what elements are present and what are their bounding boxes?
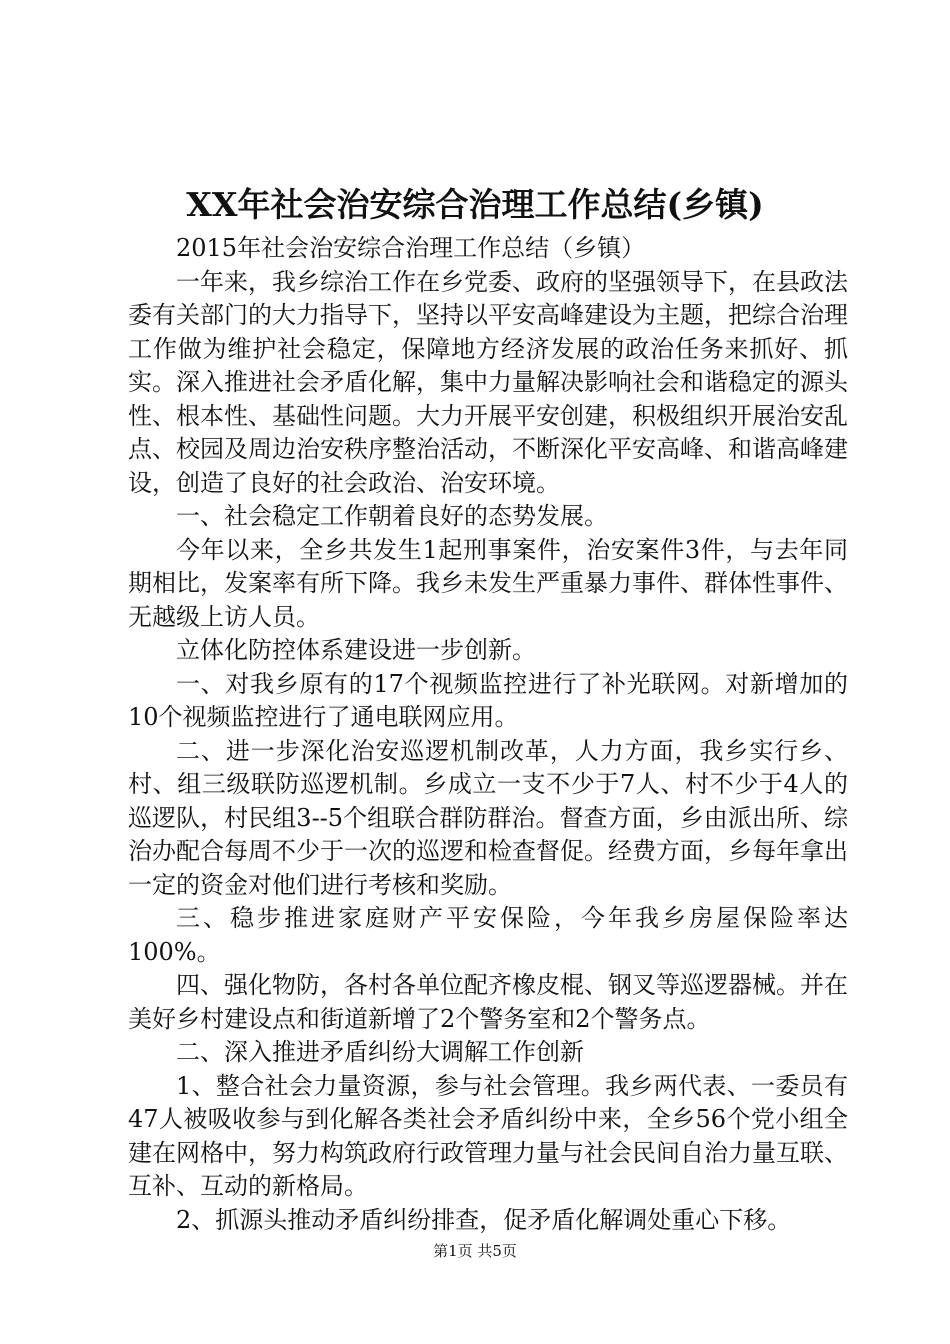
paragraph: 2、抓源头推动矛盾纠纷排查，促矛盾化解调处重心下移。 xyxy=(176,1205,792,1234)
paragraph: 一年来，我乡综治工作在乡党委、政府的坚强领导下，在县政法委有关部门的大力指导下，坚持以平安高峰建设为主题，把综合治理工作做为维护社会稳定，保障地方经济发展的政治任务来抓好、抓实。深入推进社会矛盾化解，集中力量解决影响社会和谐稳定的源头性、根本性、基础性问题。大力开展平安创建，积极组织开展治安乱点、校园及周边治安秩序整治活动，不断深化平安高峰、和谐高峰建设，创造了良好的社会政治、治安环境。 xyxy=(128,267,848,497)
page-footer: 第1页 共5页 xyxy=(433,1242,517,1260)
section-heading: 二、深入推进矛盾纠纷大调解工作创新 xyxy=(176,1038,584,1066)
section-heading: 一、社会稳定工作朝着良好的态势发展。 xyxy=(176,502,608,530)
paragraph: 今年以来，全乡共发生1起刑事案件，治安案件3件，与去年同期相比，发案率有所下降。我乡未发生严重暴力事件、群体性事件、无越级上访人员。 xyxy=(128,535,848,631)
document-body xyxy=(128,232,848,1237)
paragraph: 四、强化物防，各村各单位配齐橡皮棍、钢叉等巡逻器械。并在美好乡村建设点和街道新增了2个警务室和2个警务点。 xyxy=(128,971,848,1033)
paragraph: 二、进一步深化治安巡逻机制改革，人力方面，我乡实行乡、村、组三级联防巡逻机制。乡成立一支不少于7人、村不少于4人的巡逻队，村民组3--5个组联合群防群治。督查方面，乡由派出所、综治办配合每周不少于一次的巡逻和检查督促。经费方面，乡每年拿出一定的资金对他们进行考核和奖励。 xyxy=(128,736,848,899)
paragraph: 三、稳步推进家庭财产平安保险，今年我乡房屋保险率达100%。 xyxy=(128,904,848,966)
paragraph: 1、整合社会力量资源，参与社会管理。我乡两代表、一委员有47人被吸收参与到化解各类社会矛盾纠纷中来，全乡56个党小组全建在网格中，努力构筑政府行政管理力量与社会民间自治力量互联、互补、互动的新格局。 xyxy=(128,1071,848,1200)
document-title: XX年社会治安综合治理工作总结(乡镇) xyxy=(186,185,764,224)
paragraph: 一、对我乡原有的17个视频监控进行了补光联网。对新增加的10个视频监控进行了通电联网应用。 xyxy=(128,669,848,731)
paragraph-subtitle: 2015年社会治安综合治理工作总结（乡镇） xyxy=(176,234,646,262)
section-heading: 立体化防控体系建设进一步创新。 xyxy=(176,636,536,664)
